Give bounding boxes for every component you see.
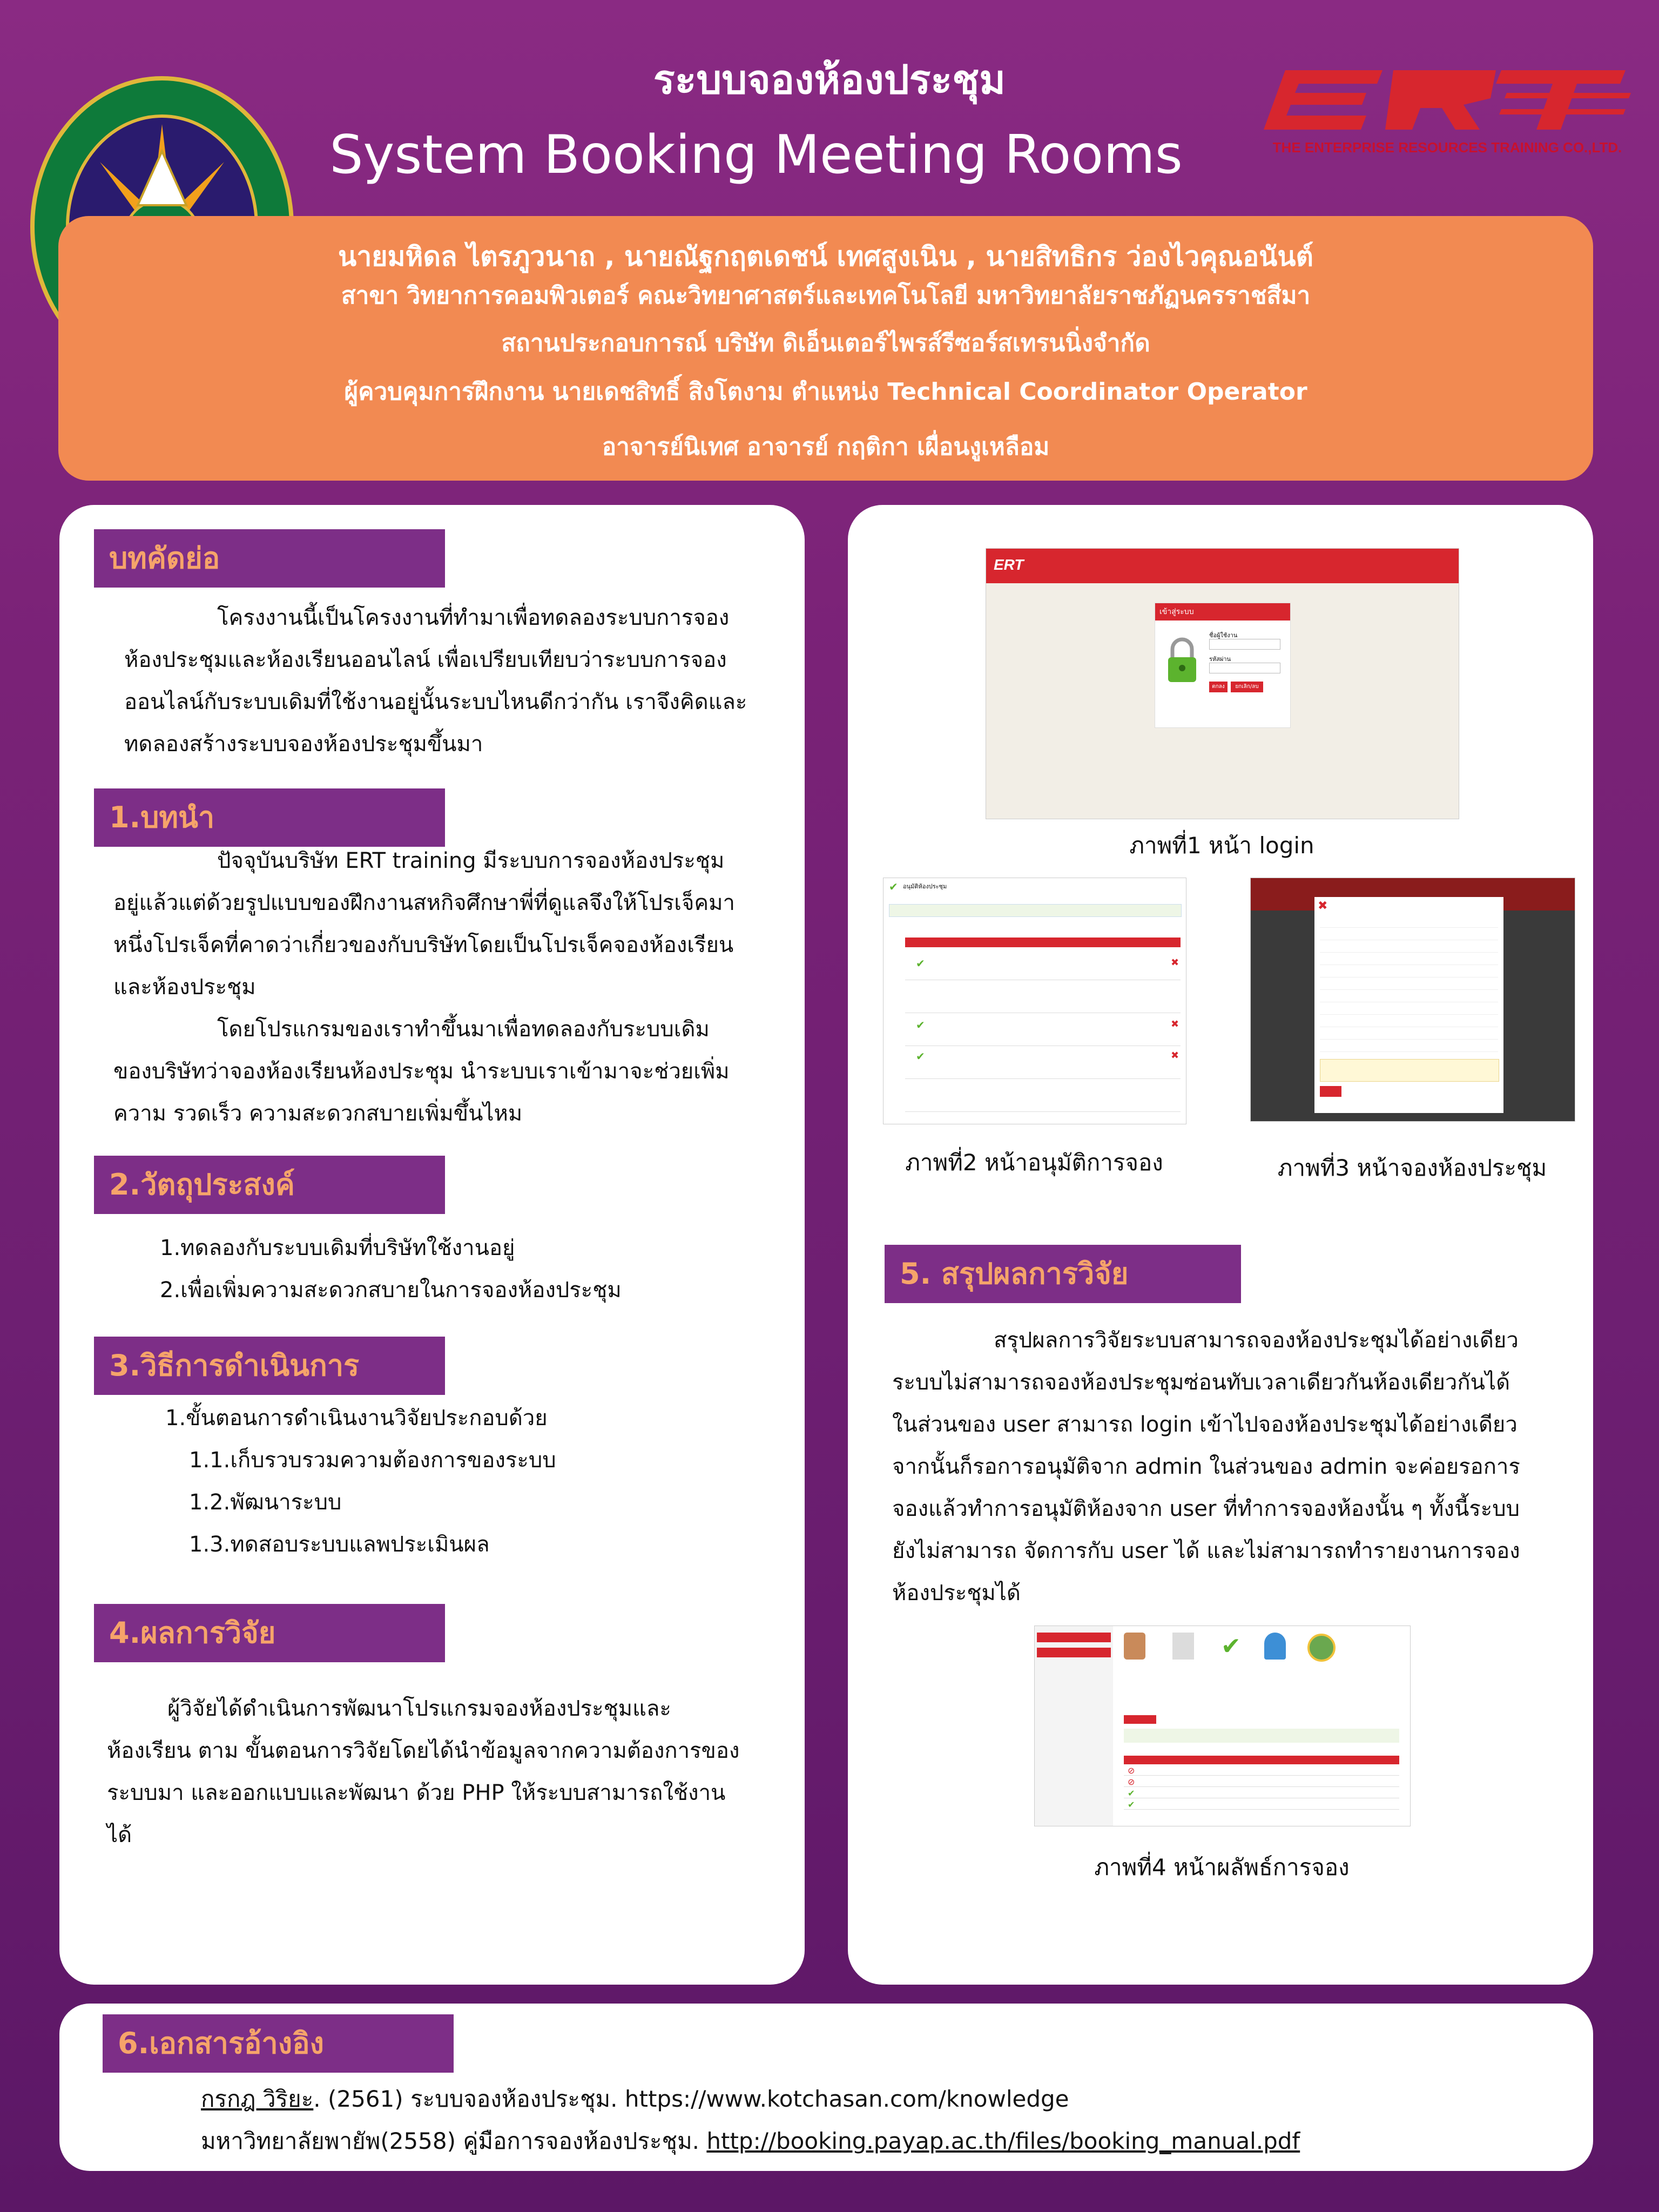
results-line: ผู้วิจัยได้ดำเนินการพัฒนาโปรแกรมจองห้องประชุมและ	[167, 1696, 671, 1721]
conclusion-line: ระบบไม่สามารถจองห้องประชุมซ่อนทับเวลาเดียวกันห้องเดียวกันได้	[892, 1370, 1510, 1395]
cancel-icon: ⊘	[1128, 1777, 1135, 1787]
approved-check-icon: ✔	[916, 1050, 925, 1063]
cancel-icon: ⊘	[1128, 1765, 1135, 1776]
login-pass-label: รหัสผ่าน	[1209, 656, 1231, 663]
approve-table-body	[905, 947, 1181, 1120]
conclusion-heading: 5. สรุปผลการวิจัย	[885, 1245, 1241, 1303]
login-screenshot	[986, 548, 1459, 819]
abstract-line: โครงงานนี้เป็นโครงงานที่ทำมาเพื่อทดลองระบบการจอง	[217, 605, 730, 630]
login-box	[1155, 603, 1291, 728]
company-name: THE ENTERPRISE RESOURCES TRAINING CO.,LTD.	[1272, 139, 1622, 156]
booking-modal	[1314, 897, 1503, 1113]
reject-x-icon[interactable]: ✖	[1171, 1050, 1179, 1061]
figure-1-caption: ภาพที่1 หน้า login	[1129, 832, 1314, 859]
references-heading: 6.เอกสารอ้างอิง	[103, 2014, 454, 2073]
method-step: 1.3.ทดสอบระบบแลพประเมินผล	[189, 1532, 490, 1557]
padlock-icon	[1166, 636, 1198, 684]
chart-icon[interactable]	[1307, 1634, 1336, 1662]
intro-line: โดยโปรแกรมของเราทำขึ้นมาเพื่อทดลองกับระบบเดิม	[217, 1017, 710, 1042]
result-table-header	[1124, 1756, 1399, 1764]
intro-line: อยู่แล้วแต่ด้วยรูปแบบของฝึกงานสหกิจศึกษาพี่ที่ดูแลจึงให้โปรเจ็คมา	[113, 891, 735, 915]
left-content-panel	[59, 505, 805, 1985]
conclusion-line: ห้องประชุมได้	[892, 1581, 1021, 1606]
results-line: ห้องเรียน ตาม ขั้นตอนการวิจัยโดยได้นำข้อมูลจากความต้องการของ	[107, 1738, 740, 1763]
approved-check-icon: ✔	[916, 1019, 925, 1031]
method-step: 1.2.พัฒนาระบบ	[189, 1490, 342, 1515]
results-line: ระบบมา และออกแบบและพัฒนา ด้วย PHP ให้ระบบสามารถใช้งาน	[107, 1781, 726, 1805]
check-icon: ✔	[889, 880, 898, 893]
figure-3-caption: ภาพที่3 หน้าจองห้องประชุม	[1277, 1155, 1547, 1181]
reference-2	[201, 2123, 1300, 2159]
close-icon[interactable]: ✖	[1318, 899, 1328, 913]
conclusion-line: ยังไม่สามารถ จัดการกับ user ได้ และไม่สามารถทำรายงานการจอง	[892, 1539, 1520, 1563]
intro-line: และห้องประชุม	[113, 975, 256, 1000]
objective-item: 1.ทดลองกับระบบเดิมที่บริษัทใช้งานอยู่	[160, 1236, 515, 1260]
reference-2-text: มหาวิทยาลัยพายัพ(2558) คู่มือการจองห้องประชุม.	[201, 2128, 707, 2154]
approved-check-icon: ✔	[916, 957, 925, 970]
user-manage-icon[interactable]	[1264, 1633, 1286, 1660]
intro-line: ของบริษัทว่าจองห้องเรียนห้องประชุม นำระบบเราเข้ามาจะช่วยเพิ่ม	[113, 1059, 730, 1084]
intro-line: หนึ่งโปรเจ็คที่คาดว่าเกี่ยวของกับบริษัทโดยเป็นโปรเจ็คจองห้องเรียน	[113, 933, 734, 957]
reference-1-author: กรกฎ วิริยะ	[201, 2086, 314, 2112]
right-content-panel	[848, 505, 1593, 1985]
conclusion-line: จองแล้วทำการอนุมัติห้องจาก user ที่ทำการจองห้องนั้น ๆ ทั้งนี้ระบบ	[892, 1496, 1520, 1521]
intro-line: ความ รวดเร็ว ความสะดวกสบายเพิ่มขึ้นไหม	[113, 1101, 523, 1126]
method-step: 1.1.เก็บรวบรวมความต้องการของระบบ	[189, 1448, 556, 1473]
login-user-label: ชื่อผู้ใช้งาน	[1209, 632, 1238, 639]
method-intro: 1.ขั้นตอนการดำเนินงานวิจัยประกอบด้วย	[165, 1406, 548, 1431]
approved-check-icon: ✔	[1128, 1799, 1135, 1810]
figure-2-caption: ภาพที่2 หน้าอนุมัติการจอง	[905, 1149, 1163, 1176]
reject-x-icon[interactable]: ✖	[1171, 957, 1179, 968]
login-pass-input[interactable]	[1209, 663, 1280, 673]
title-english: System Booking Meeting Rooms	[329, 124, 1183, 186]
reference-1	[201, 2081, 1069, 2117]
booking-note	[1320, 1059, 1499, 1082]
author-advisor: อาจารย์นิเทศ อาจารย์ กฤติกา เผื่อนงูเหลือม	[602, 433, 1050, 461]
conclusion-line: จากนั้นก็รอการอนุมัติจาก admin ในส่วนของ admin จะค่อยรอการ	[892, 1454, 1520, 1479]
login-user-input[interactable]	[1209, 639, 1280, 650]
abstract-heading: บทคัดย่อ	[94, 529, 445, 588]
author-workplace: สถานประกอบการณ์ บริษัท ดิเอ็นเตอร์ไพรส์รีซอร์สเทรนนิ่งจำกัด	[501, 329, 1150, 357]
reference-1-text: . (2561) ระบบจองห้องประชุม.	[313, 2086, 625, 2112]
approve-table-header	[905, 938, 1181, 947]
document-icon[interactable]	[1172, 1633, 1194, 1660]
screenshot-ert-logo: ERT	[994, 556, 1024, 573]
references-panel	[59, 2004, 1593, 2171]
result-filter-bar	[1124, 1729, 1399, 1743]
approve-title: อนุมัติห้องประชุม	[903, 883, 947, 890]
filter-bar	[889, 904, 1182, 917]
abstract-line: ทดลองสร้างระบบจองห้องประชุมขึ้นมา	[124, 732, 483, 757]
method-heading: 3.วิธีการดำเนินการ	[94, 1337, 445, 1395]
author-department: สาขา วิทยาการคอมพิวเตอร์ คณะวิทยาศาสตร์และเทคโนโลยี มหาวิทยาลัยราชภัฏนครราชสีมา	[341, 282, 1311, 309]
login-submit-button[interactable]: ตกลง	[1209, 682, 1228, 692]
author-supervisor: ผู้ควบคุมการฝึกงาน นายเดชสิทธิ์ สิงโตงาม ตำแหน่ง Technical Coordinator Operator	[344, 378, 1307, 406]
reference-1-link[interactable]: https://www.kotchasan.com/knowledge	[624, 2086, 1069, 2112]
login-reset-button[interactable]: ยกเลิก/ลบ	[1231, 682, 1263, 692]
booking-form[interactable]	[1320, 915, 1498, 1056]
author-info-band	[58, 216, 1593, 481]
approve-screenshot	[883, 878, 1186, 1124]
booking-screenshot	[1250, 878, 1575, 1122]
figure-4-caption: ภาพที่4 หน้าผลัพธ์การจอง	[1094, 1854, 1350, 1880]
reject-x-icon[interactable]: ✖	[1171, 1019, 1179, 1030]
conclusion-line: ในส่วนของ user สามารถ login เข้าไปจองห้องประชุมได้อย่างเดียว	[892, 1412, 1518, 1437]
intro-line: ปัจจุบันบริษัท ERT training มีระบบการจองห้องประชุม	[217, 848, 725, 873]
title-thai: ระบบจองห้องประชุม	[653, 57, 1006, 103]
objectives-heading: 2.วัตถุประสงค์	[94, 1156, 445, 1214]
approved-check-icon: ✔	[1128, 1788, 1135, 1798]
objective-item: 2.เพื่อเพิ่มความสะดวกสบายในการจองห้องประชุม	[160, 1278, 622, 1303]
approve-check-icon[interactable]: ✔	[1221, 1633, 1241, 1660]
sidebar-item[interactable]	[1037, 1633, 1111, 1642]
result-screenshot	[1034, 1626, 1411, 1826]
intro-heading: 1.บทนำ	[94, 788, 445, 847]
sidebar-item[interactable]	[1037, 1648, 1111, 1657]
author-names: นายมหิดล ไตรภูวนาถ , นายณัฐกฤตเดชน์ เทศสูงเนิน , นายสิทธิกร ว่องไวคุณอนันต์	[338, 241, 1313, 272]
result-sidebar	[1035, 1626, 1113, 1826]
users-icon[interactable]	[1124, 1633, 1145, 1660]
results-heading: 4.ผลการวิจัย	[94, 1604, 445, 1662]
abstract-line: ห้องประชุมและห้องเรียนออนไลน์ เพื่อเปรียบเทียบว่าระบบการจอง	[124, 648, 727, 672]
result-title-badge	[1124, 1715, 1156, 1724]
login-box-title: เข้าสู่ระบบ	[1155, 603, 1290, 621]
results-line: ได้	[107, 1823, 132, 1847]
screenshot-header-bar	[986, 549, 1459, 583]
reference-2-link[interactable]: http://booking.payap.ac.th/files/booking_manual.pdf	[706, 2128, 1300, 2154]
abstract-line: ออนไลน์กับระบบเดิมที่ใช้งานอยู่นั้นระบบไหนดีกว่ากัน เราจึงคิดและ	[124, 690, 747, 714]
booking-submit-button[interactable]	[1320, 1086, 1341, 1097]
conclusion-line: สรุปผลการวิจัยระบบสามารถจองห้องประชุมได้อย่างเดียว	[994, 1328, 1519, 1353]
result-table-body	[1124, 1764, 1399, 1818]
